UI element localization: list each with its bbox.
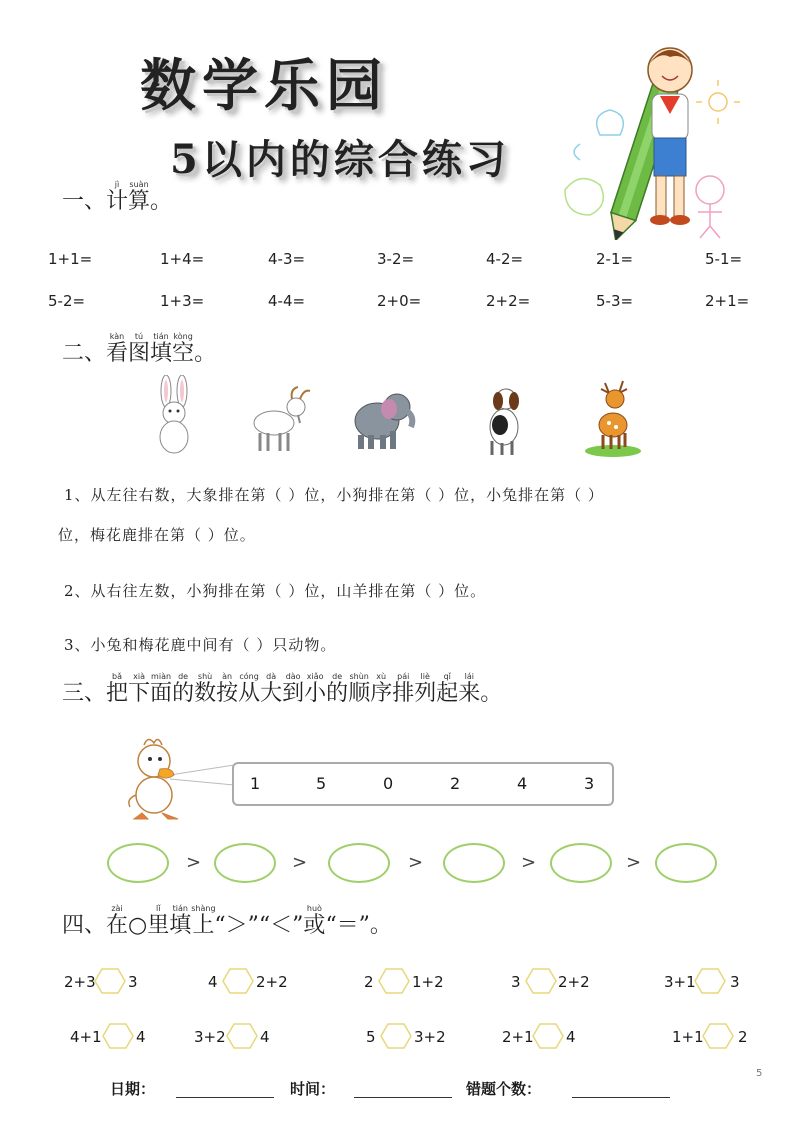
compare-right: 3 [730,973,740,991]
number-item: 1 [250,774,261,793]
answer-oval[interactable] [550,843,612,883]
calc-item: 1+4= [160,250,205,268]
greater-than-sign: > [186,852,202,873]
calc-item: 3-2= [377,250,415,268]
greater-than-sign: > [292,852,308,873]
calc-item: 4-4= [268,292,306,310]
time-field[interactable] [354,1097,452,1098]
boy-pencil-illustration [560,40,750,240]
compare-right: 3+2 [414,1028,446,1046]
compare-hexagon[interactable] [102,1023,134,1049]
page-number: 5 [756,1068,763,1079]
compare-right: 4 [260,1028,270,1046]
errors-label: 错题个数： [466,1080,542,1098]
number-item: 3 [584,774,595,793]
calc-item: 2-1= [596,250,634,268]
question-2-1-line2: 位，梅花鹿排在第（ ）位。 [58,526,256,544]
question-2-2: 2、从右往左数，小狗排在第（ ）位，山羊排在第（ ）位。 [64,582,487,600]
compare-hexagon[interactable] [222,968,254,994]
compare-left: 4 [208,973,218,991]
duck-icon [122,735,234,825]
elephant-icon [347,385,417,455]
deer-icon [583,375,643,461]
date-label: 日期： [110,1080,156,1098]
answer-oval[interactable] [214,843,276,883]
compare-right: 2 [738,1028,748,1046]
rabbit-icon [150,375,200,455]
answer-oval[interactable] [443,843,505,883]
section1-heading: 一、计jì算suàn。 [62,180,173,214]
compare-hexagon[interactable] [94,968,126,994]
compare-left: 5 [366,1028,376,1046]
sub-title: 5以内的综合练习 [170,136,510,183]
calc-item: 4-3= [268,250,306,268]
calc-item: 2+1= [705,292,750,310]
question-2-3: 3、小兔和梅花鹿中间有（ ）只动物。 [64,636,337,654]
calc-item: 2+0= [377,292,422,310]
compare-left: 2 [364,973,374,991]
number-item: 5 [316,774,327,793]
section3-heading: 三、把bǎ下xià面miàn的de数shù按àn从cóng大dà到dào小xiǎo的de顺shùn序xù排pái列liè起qǐ来lái。 [62,672,503,706]
calc-item: 5-1= [705,250,743,268]
compare-hexagon[interactable] [380,1023,412,1049]
greater-than-sign: > [408,852,424,873]
section4-heading: 四、在zài○里lǐ填tián上shàng“＞”“＜”或huò“＝”。 [62,904,392,938]
calc-item: 1+3= [160,292,205,310]
compare-left: 4+1 [70,1028,102,1046]
calc-item: 5-2= [48,292,86,310]
compare-right: 3 [128,973,138,991]
section2-heading: 二、看kàn图tú填tián空kòng。 [62,332,217,366]
compare-left: 3+2 [194,1028,226,1046]
calc-item: 5-3= [596,292,634,310]
number-item: 2 [450,774,461,793]
dog-icon [478,385,530,457]
compare-hexagon[interactable] [226,1023,258,1049]
goat-icon [246,385,312,455]
greater-than-sign: > [521,852,537,873]
compare-left: 3+1 [664,973,696,991]
calc-item: 2+2= [486,292,531,310]
greater-than-sign: > [626,852,642,873]
compare-left: 1+1 [672,1028,704,1046]
numbers-box [232,762,614,806]
compare-right: 4 [136,1028,146,1046]
compare-hexagon[interactable] [525,968,557,994]
compare-right: 1+2 [412,973,444,991]
date-field[interactable] [176,1097,274,1098]
number-item: 0 [383,774,394,793]
answer-oval[interactable] [328,843,390,883]
compare-right: 4 [566,1028,576,1046]
errors-field[interactable] [572,1097,670,1098]
compare-left: 3 [511,973,521,991]
compare-hexagon[interactable] [532,1023,564,1049]
compare-right: 2+2 [558,973,590,991]
calc-item: 1+1= [48,250,93,268]
compare-hexagon[interactable] [378,968,410,994]
number-item: 4 [517,774,528,793]
answer-oval[interactable] [655,843,717,883]
calc-item: 4-2= [486,250,524,268]
question-2-1-line1: 1、从左往右数，大象排在第（ ）位，小狗排在第（ ）位，小兔排在第（ ） [64,486,604,504]
compare-hexagon[interactable] [694,968,726,994]
compare-right: 2+2 [256,973,288,991]
time-label: 时间： [290,1080,336,1098]
main-title: 数学乐园 [140,53,388,119]
compare-left: 2+3 [64,973,96,991]
compare-hexagon[interactable] [702,1023,734,1049]
answer-oval[interactable] [107,843,169,883]
compare-left: 2+1 [502,1028,534,1046]
